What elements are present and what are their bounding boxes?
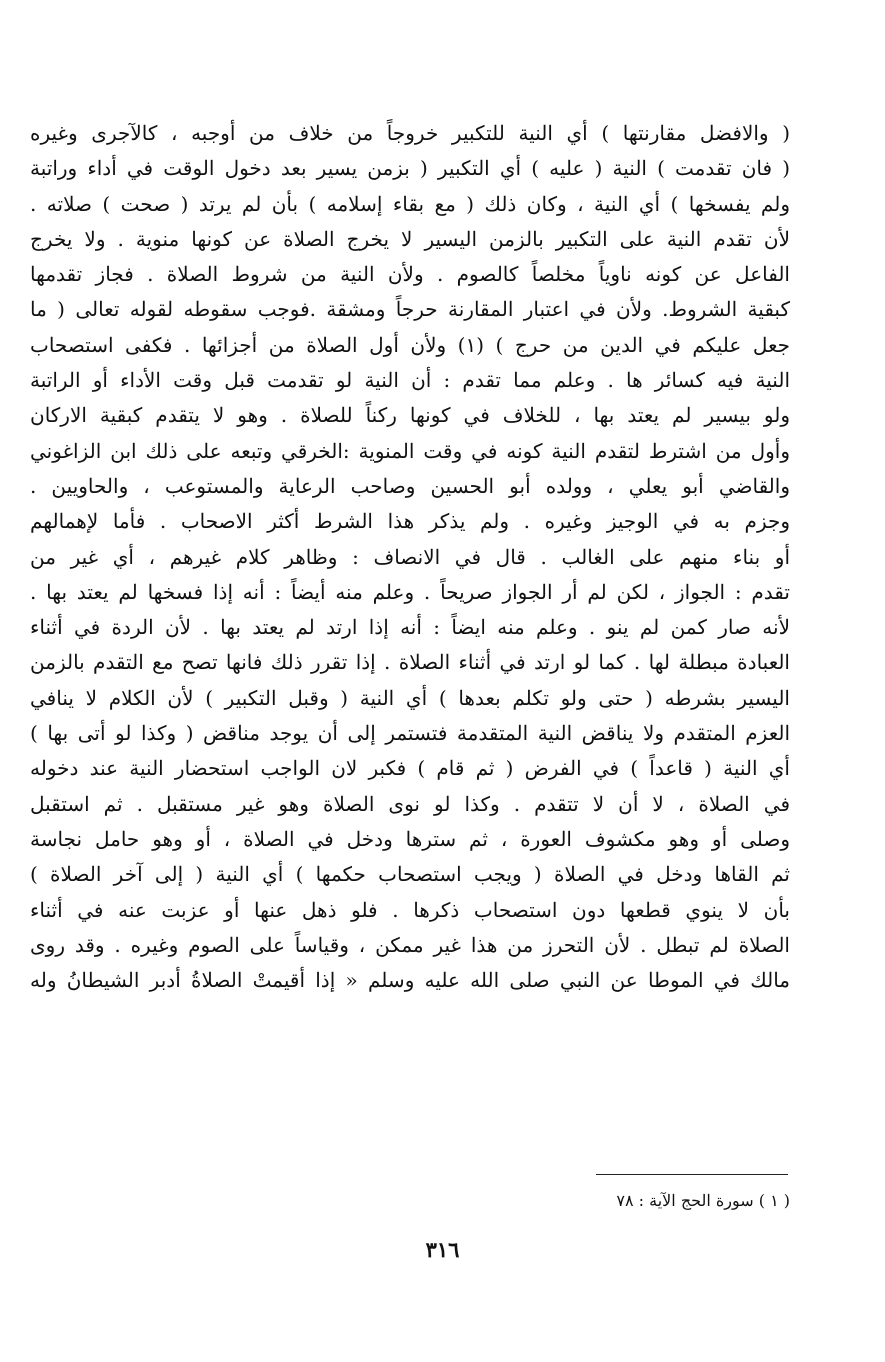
text-line: لأن تقدم النية على التكبير بالزمن اليسير لا يخرج الصلاة عن كونها منوية . ولا يخرج (30, 226, 790, 251)
footnote: ( ١ ) سورة الحج الآية : ٧٨ (616, 1191, 790, 1210)
text-line: بأن لا ينوي قطعها دون استصحاب ذكرها . فلو ذهل عنها أو عزبت عنه في أثناء (30, 897, 790, 922)
text-line: والقاضي أبو يعلي ، وولده أبو الحسين وصاحب الرعاية والمستوعب ، والحاويين . (30, 473, 790, 498)
text-line: العزم المتقدم ولا يناقض النية المتقدمة فتستمر إلى أن يوجد مناقض ( وكذا لو أتى بها ) (30, 721, 790, 746)
text-line: مالك في الموطا عن النبي صلى الله عليه وسلم « إذا أقيمتْ الصلاةُ أدبر الشيطانُ وله (30, 968, 790, 993)
text-line: وجزم به في الوجيز وغيره . ولم يذكر هذا الشرط أكثر الاصحاب . فأما لإهمالهم (30, 509, 790, 534)
text-line: اليسير بشرطه ( حتى ولو تكلم بعدها ) أي النية ( وقبل التكبير ) لأن الكلام لا ينافي (30, 685, 790, 710)
text-line: وصلى أو وهو مكشوف العورة ، ثم سترها ودخل في الصلاة ، أو وهو حامل نجاسة (30, 826, 790, 851)
text-line: النية فيه كسائر ها . وعلم مما تقدم : أن النية لو تقدمت قبل وقت الأداء أو الراتبة (30, 368, 790, 393)
text-line: ولم يفسخها ) أي النية ، وكان ذلك ( مع بقاء إسلامه ) بأن لم يرتد ( صحت ) صلاته . (30, 191, 790, 216)
text-line: أي النية ( قاعداً ) في الفرض ( ثم قام ) فكبر لان الواجب استحضار النية عند دخوله (30, 756, 790, 781)
main-text-block (30, 116, 790, 998)
text-line: وأول من اشترط لتقدم النية كونه في وقت المنوية :الخرقي وتبعه على ذلك ابن الزاغوني (30, 438, 790, 463)
text-line: تقدم : الجواز ، لكن لم أر الجواز صريحاً . وعلم منه أيضاً : أنه إذا فسخها لم يعتد بها . (30, 579, 790, 604)
text-line: الفاعل عن كونه ناوياً مخلصاً كالصوم . ولأن النية من شروط الصلاة . فجاز تقدمها (30, 262, 790, 287)
text-line: العبادة مبطلة لها . كما لو ارتد في أثناء الصلاة . إذا تقرر ذلك فانها تصح مع التقدم بالزمن (30, 650, 790, 675)
text-line: لأنه صار كمن لم ينو . وعلم منه ايضاً : أنه إذا ارتد لم يعتد بها . لأن الردة في أثناء (30, 615, 790, 640)
page-number: ٣١٦ (425, 1237, 460, 1262)
text-line: ( فان تقدمت ) النية ( عليه ) أي التكبير ( بزمن يسير بعد دخول الوقت في أداء وراتبة (30, 156, 790, 181)
text-line: ثم القاها ودخل في الصلاة ( ويجب استصحاب حكمها ) أي النية ( إلى آخر الصلاة ) (30, 862, 790, 887)
text-line: الصلاة لم تبطل . لأن التحرز من هذا غير ممكن ، وقياساً على الصوم وغيره . وقد روى (30, 932, 790, 957)
text-line: في الصلاة ، لا أن لا تتقدم . وكذا لو نوى الصلاة وهو غير مستقبل . ثم استقبل (30, 791, 790, 816)
text-line: كبقية الشروط. ولأن في اعتبار المقارنة حرجاً ومشقة .فوجب سقوطه لقوله تعالى ( ما (30, 297, 790, 322)
text-line: أو بناء منهم على الغالب . قال في الانصاف : وظاهر كلام غيرهم ، أي غير من (30, 544, 790, 569)
text-line: ولو بيسير لم يعتد بها ، للخلاف في كونها ركناً للصلاة . وهو لا يتقدم كبقية الاركان (30, 403, 790, 428)
footnote-divider (596, 1174, 788, 1175)
text-line: ( والافضل مقارنتها ) أي النية للتكبير خروجاً من خلاف من أوجبه ، كالآجرى وغيره (30, 121, 790, 145)
text-line: جعل عليكم في الدين من حرج ) (١) ولأن أول الصلاة من أجزائها . فكفى استصحاب (30, 332, 790, 357)
